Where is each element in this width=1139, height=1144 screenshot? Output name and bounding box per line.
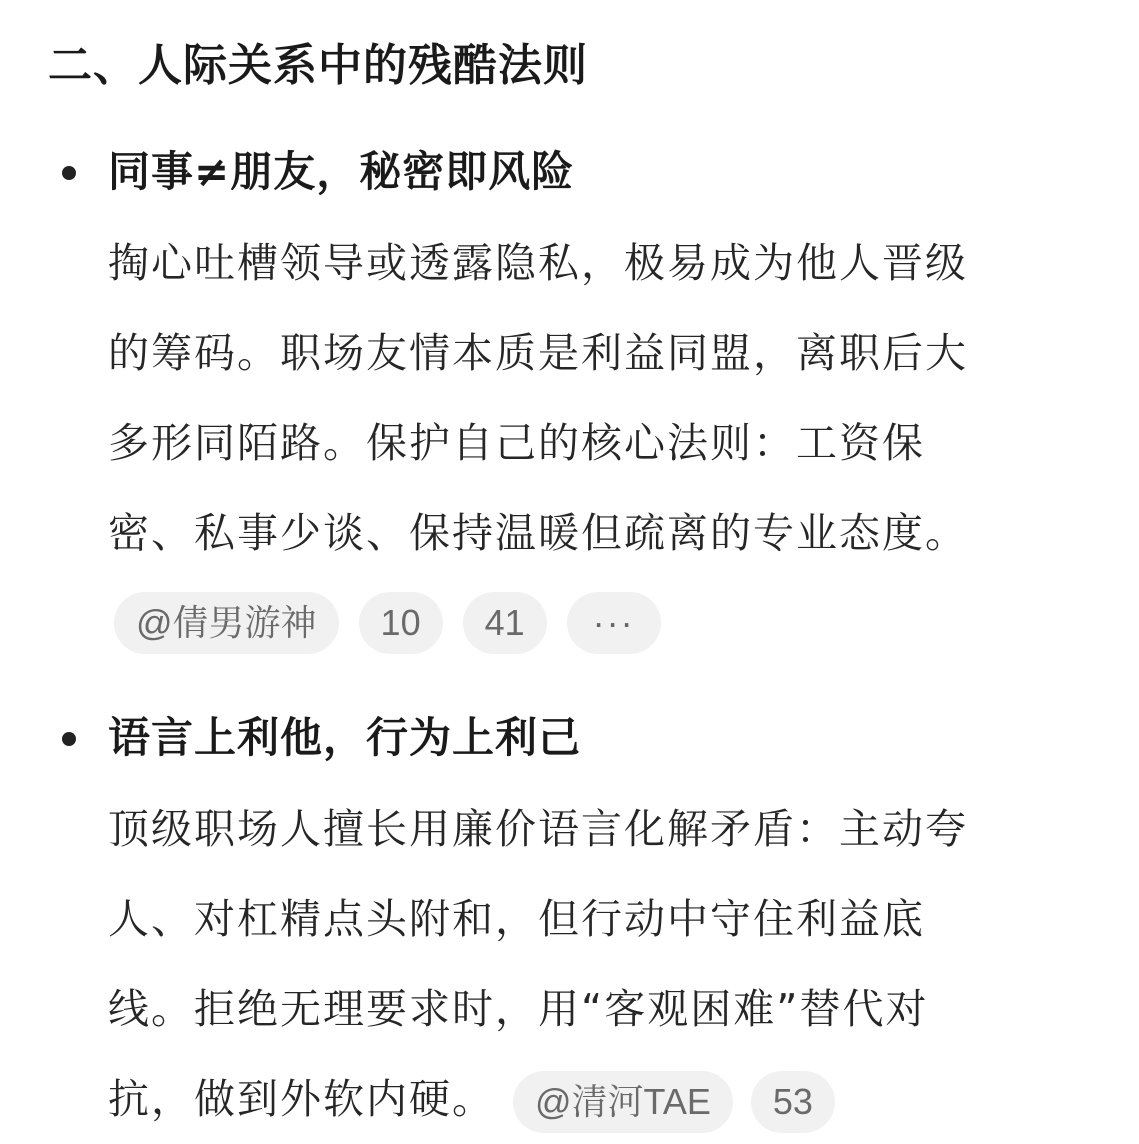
- body-line: 多形同陌路。保护自己的核心法则：工资保: [108, 419, 925, 467]
- bullet-heading: 同事≠朋友，秘密即风险: [108, 147, 575, 196]
- body-line: 掏心吐槽领导或透露隐私，极易成为他人晋级: [108, 239, 968, 287]
- count-chip[interactable]: 10: [359, 592, 443, 654]
- bullet-item: [62, 706, 1102, 1136]
- count-chip[interactable]: 41: [463, 592, 547, 654]
- body-line: 的筹码。职场友情本质是利益同盟，离职后大: [108, 329, 968, 377]
- count-chip[interactable]: 53: [751, 1071, 835, 1133]
- bullet-body: [108, 784, 1088, 1144]
- mention-chip[interactable]: @倩男游神: [114, 592, 339, 654]
- body-line: 密、私事少谈、保持温暖但疏离的专业态度。: [108, 509, 968, 557]
- bullet-body: [108, 218, 1088, 578]
- body-line: 抗，做到外软内硬。: [108, 1075, 495, 1123]
- body-line: 线。拒绝无理要求时，用“客观困难”替代对: [108, 985, 929, 1033]
- body-line: 人、对杠精点头附和，但行动中守住利益底: [108, 895, 925, 943]
- bullet-dot-icon: [62, 732, 76, 746]
- bullet-item: [62, 140, 1102, 680]
- more-icon[interactable]: ···: [567, 592, 661, 654]
- section-title: 二、人际关系中的残酷法则: [48, 40, 588, 91]
- mention-chip[interactable]: @清河TAE: [513, 1071, 733, 1133]
- body-line: 顶级职场人擅长用廉价语言化解矛盾：主动夸: [108, 805, 968, 853]
- body-line-with-chips: [108, 1054, 1088, 1144]
- bullet-dot-icon: [62, 166, 76, 180]
- bullet-heading: 语言上利他，行为上利己: [108, 713, 582, 762]
- comment-chip-row: [114, 592, 661, 654]
